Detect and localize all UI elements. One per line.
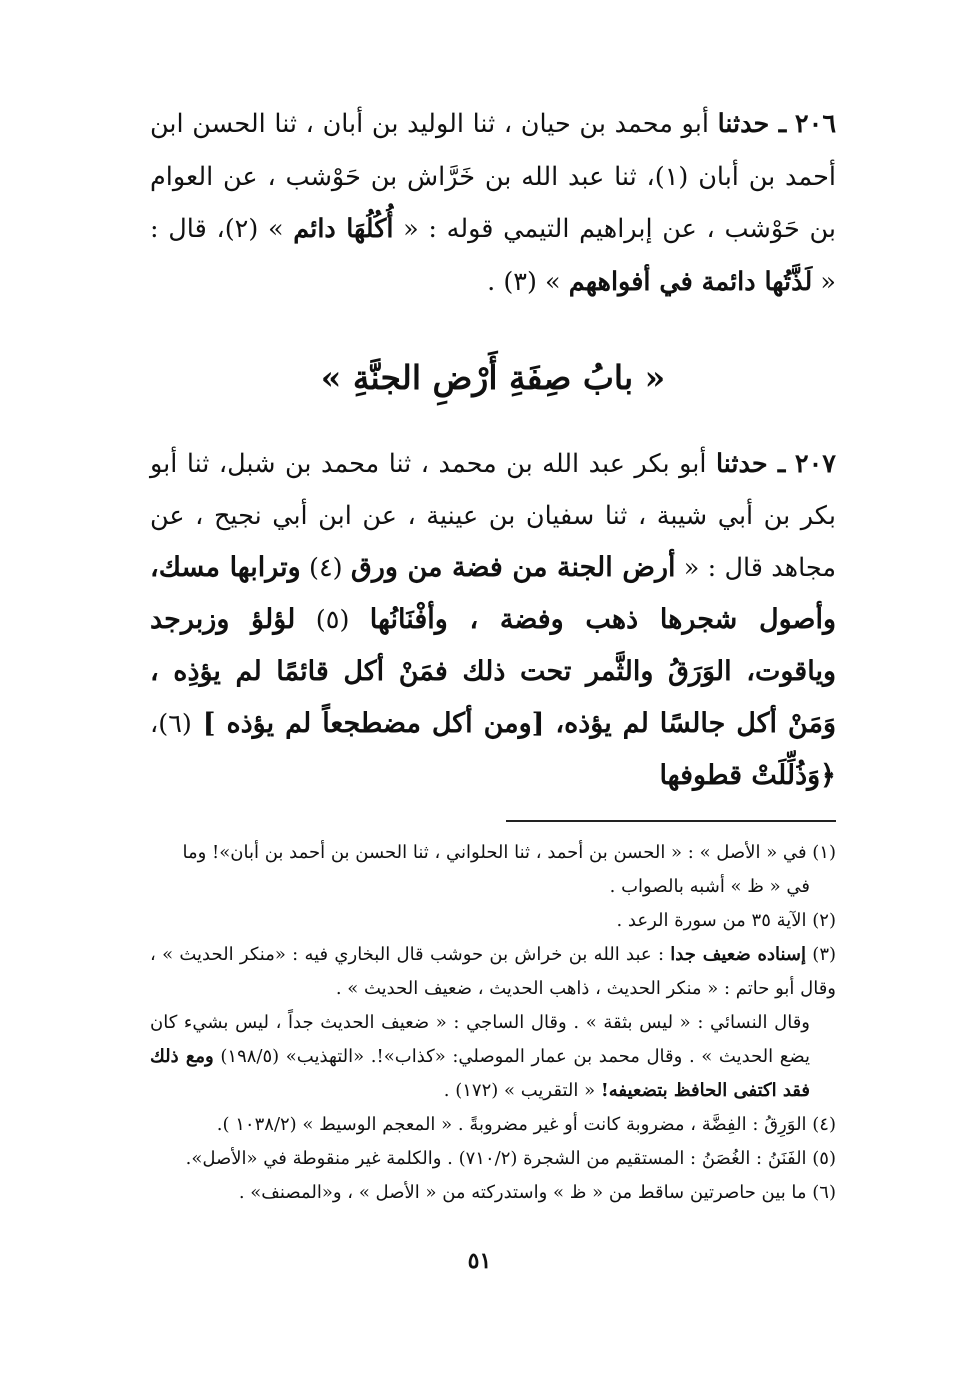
hadith-206 xyxy=(150,98,836,308)
page-content xyxy=(150,98,836,1210)
footnote-1 xyxy=(150,836,836,904)
footnote-ref: » (٣) . xyxy=(487,266,569,297)
footnote-ref: (٤) xyxy=(300,553,351,583)
hadith-text: ، ثنا عبد الله بن خَرَّاش بن حَوْشب ، عن العوام بن حَوْشب ، عن إبراهيم التيمي قوله : « xyxy=(150,161,836,244)
footnote-ref: » (٢) xyxy=(224,214,294,244)
bracketed-text: [ومن أكل مضطجعاً لم يؤذه ] xyxy=(191,708,556,739)
quote-text: أرض الجنة من فضة من ورق xyxy=(350,552,676,583)
hadith-text: أبو بكر عبد الله بن محمد ، ثنا محمد بن شبل، ثنا أبو بكر بن أبي شيبة ، ثنا سفيان بن عينية ، عن ابن أبي نجيح ، عن مجاهد قال : « xyxy=(150,449,836,583)
footnote-ref: (٥) xyxy=(295,605,370,635)
hadith-text: ، قال : « xyxy=(150,214,836,297)
footnote-text: وقال النسائي : « ليس بثقة » . وقال الساجي : « ضعيف الحديث جداً ، ليس بشيء كان يضع الحديث » . وقال محمد بن عمار الموصلي: «كذاب»!. «التهذيب» (١٩٨/٥) xyxy=(150,1012,810,1067)
footnote-text: في « ظ » أشبه بالصواب . xyxy=(609,876,810,897)
footnote-separator xyxy=(506,820,836,822)
footnote-continuation xyxy=(150,1006,836,1108)
footnote-3 xyxy=(150,938,836,1108)
hadith-207 xyxy=(150,438,836,802)
hadith-lead: ـ حدثنا xyxy=(715,449,786,479)
footnote-ref: (٦)، xyxy=(150,709,192,739)
hadith-number: ٢٠٦ xyxy=(794,109,837,139)
footnote-bold: ومع ذلك فقد اكتفى الحافظ بتضعيفه! xyxy=(150,1046,810,1101)
footnote-ref: (١) xyxy=(654,161,689,192)
quote-text: وترابها مسك، وأصول شجرها ذهب وفضة ، وأفْنَانُها xyxy=(150,552,836,635)
quran-quote: ﴿وَذُلِّلَتْ قطوفها xyxy=(659,760,836,791)
hadith-number: ٢٠٧ xyxy=(794,449,836,479)
footnote-text: « التقريب » (١٧٢) . xyxy=(443,1080,601,1101)
footnote-5: (٥) الفَنَنُ : الغُصَنُ : المستقيم من الشجرة (٧١٠/٢) . والكلمة غير منقوطة في «الأصل». xyxy=(185,1148,836,1169)
footnote-6: (٦) ما بين حاصرتين ساقط من « ظ » واستدركته من « الأصل » ، و«المصنف» . xyxy=(238,1182,836,1203)
hadith-text: أبو محمد بن حيان ، ثنا الوليد بن أبان ، ثنا الحسن ابن أحمد بن أبان xyxy=(150,109,837,192)
footnote-text: : عبد الله بن خراش بن حوشب قال البخاري فيه : «منكر الحديث » ، وقال أبو حاتم : « منكر الحديث ، ذاهب الحديث ، ضعيف الحديث » . xyxy=(150,944,836,999)
hadith-lead: ـ حدثنا xyxy=(717,109,787,139)
quote-text: لؤلؤ وزبرجد وياقوت، الوَرَقُ والثَّمر تحت ذلك فمَنْ أكل قائمًا لم يؤذِه ، وَمَنْ أكل جالسًا لم يؤذه، xyxy=(150,604,836,739)
chapter-heading: « بابُ صِفَةِ أَرْضِ الجنَّةِ » xyxy=(320,358,666,397)
footnotes xyxy=(150,836,836,1210)
footnote-4: (٤) الوَرِقُ : الفِضَّة ، مضروبة كانت أو غير مضروبةً . « المعجم الوسيط » (١٠٣٨/٢ ). xyxy=(216,1114,836,1135)
page-number: ٥١ xyxy=(467,1248,492,1274)
footnote-text: (١) في « الأصل » : « الحسن بن أحمد ، ثنا الحلواني ، ثنا الحسن بن أحمد بن أبان»! وما xyxy=(182,842,836,863)
footnote-number: (٣) xyxy=(806,944,837,965)
quote-text: لَذَّتُها دائمة في أفواههم xyxy=(568,266,813,297)
footnote-2: (٢) الآية ٣٥ من سورة الرعد . xyxy=(616,910,836,931)
footnote-bold: إسناده ضعيف جدا xyxy=(670,944,806,965)
quote-text: أُكُلُهَا دائم xyxy=(293,214,394,244)
